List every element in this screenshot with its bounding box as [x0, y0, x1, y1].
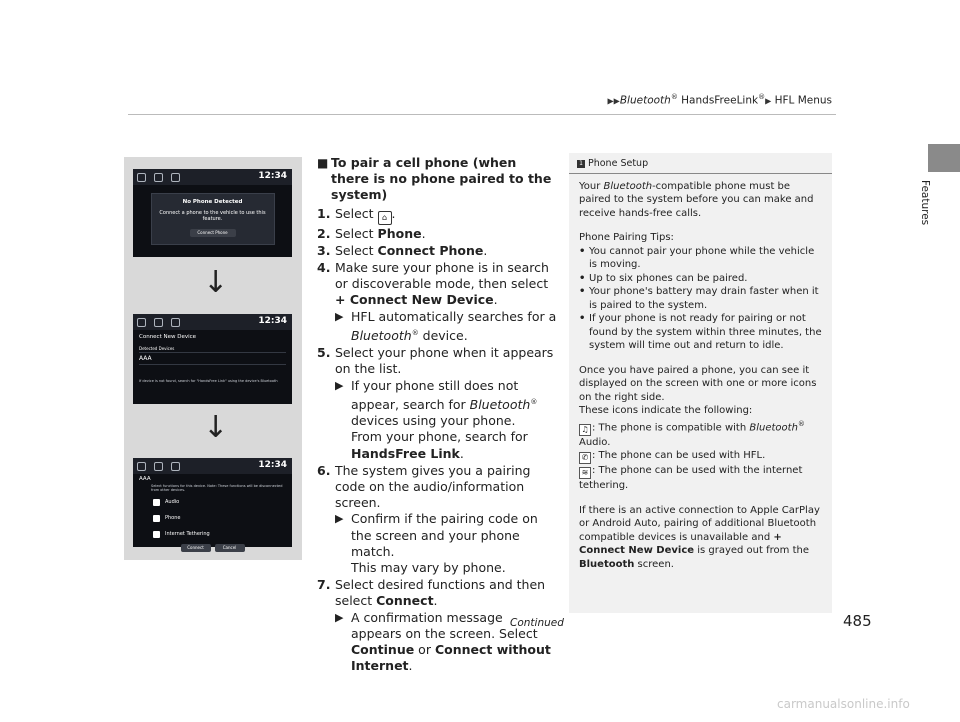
tips-title: Phone Pairing Tips: [579, 232, 674, 243]
step-4-sub: ▶ HFL automatically searches for a Bluetooth® device. [335, 308, 557, 343]
step-2: 2. Select Phone. [317, 225, 426, 241]
note-paragraph: If there is an active connection to Apple CarPlay or Android Auto, pairing of additional Bluetooth compatible devices is unavailable and + Connect New Device is grayed out from the Bluetooth screen. [579, 504, 820, 570]
arrow-bullet-icon: ▶ [335, 378, 344, 392]
phone-icon [137, 462, 146, 471]
step-5: 5. Select your phone when it appears on the list. [317, 345, 554, 377]
phone-icon [137, 318, 146, 327]
running-header: ▶▶Bluetooth® HandsFreeLink®▶ HFL Menus [607, 93, 832, 107]
function-phone[interactable]: Phone [153, 512, 286, 524]
screen-footer-text: If device is not found, search for "HandsFree Link" using the device's Bluetooth [139, 379, 278, 383]
watermark: carmanualsonline.info [777, 697, 910, 711]
note-paragraph: These icons indicate the following: [579, 405, 753, 416]
section-square-icon: ■ [317, 156, 329, 170]
info-icon [171, 173, 180, 182]
screen-select-functions [133, 458, 292, 550]
page-number: 485 [843, 612, 872, 630]
function-internet-tethering[interactable]: Internet Tethering [153, 528, 286, 540]
dialog-title: No Phone Detected [182, 199, 243, 205]
section-label: Features [919, 180, 931, 226]
step-6: 6. The system gives you a pairing code on the audio/information screen. [317, 462, 531, 511]
tip-item: • If your phone is not ready for pairing or not found by the system within three minutes, the system will time out and return to idle. [579, 312, 822, 353]
screen-clock: 12:34 [258, 171, 287, 181]
screen-status-bar [133, 314, 292, 330]
info-icon [171, 462, 180, 471]
step-7: 7. Select desired functions and then select Connect. [317, 577, 546, 609]
checkbox[interactable] [153, 515, 160, 522]
tip-item: • You cannot pair your phone while the vehicle is moving. [579, 245, 822, 272]
tip-item: • Your phone's battery may drain faster when it is paired to the system. [579, 285, 822, 312]
phone-icon [137, 173, 146, 182]
screen-no-phone [133, 169, 292, 257]
screen-buttons [133, 544, 292, 552]
breadcrumb-separator: ▶ [765, 96, 772, 106]
down-arrow-icon: ↓ [203, 265, 229, 300]
continued-label: Continued [510, 617, 564, 629]
breadcrumb-separator: ▶▶ [607, 96, 620, 106]
breadcrumb-bluetooth: Bluetooth [619, 94, 671, 107]
music-note-icon: ♫ [579, 424, 591, 436]
step-1: 1. Select ⌂ . [317, 206, 557, 225]
navigation-icon [154, 462, 163, 471]
steps-heading: ■ To pair a cell phone (when there is no phone paired to the system) [317, 155, 552, 203]
step-3: 3. Select Connect Phone. [317, 242, 488, 258]
note-paragraph: Your Bluetooth-compatible phone must be paired to the system before you can make and receive hands-free calls. [579, 180, 814, 219]
wifi-icon: ≋ [579, 467, 591, 479]
info-icon [171, 318, 180, 327]
checkbox[interactable] [153, 499, 160, 506]
screen-status-bar [133, 458, 292, 474]
section-tab [928, 144, 960, 172]
note-header: 1 Phone Setup [569, 153, 832, 174]
function-audio[interactable]: Audio [153, 496, 286, 508]
connect-phone-button[interactable]: Connect Phone [190, 229, 236, 237]
screen-title: AAA [139, 476, 151, 482]
note-number-icon: 1 [577, 160, 585, 168]
dialog-message: Connect a phone to the vehicle to use this feature. [159, 210, 266, 222]
step-6-sub: ▶ Confirm if the pairing code on the screen and your phone match. This may vary by phone. [335, 511, 538, 575]
tip-item: • Up to six phones can be paired. [579, 272, 822, 286]
arrow-bullet-icon: ▶ [335, 610, 344, 624]
note-paragraph: Once you have paired a phone, you can see it displayed on the screen with one or more icons on the right side. [579, 364, 817, 403]
screen-title: Connect New Device [139, 334, 197, 340]
checkbox[interactable] [153, 531, 160, 538]
home-icon: ⌂ [378, 211, 392, 225]
phone-setup-note [569, 153, 832, 613]
step-4: 4. Make sure your phone is in search or discoverable mode, then select + Connect New Device. [317, 260, 549, 308]
note-body [569, 174, 832, 572]
screen-connect-new-device [133, 314, 292, 404]
step-5-sub: ▶ If your phone still does not appear, search for Bluetooth® devices using your phone. From your phone, search for HandsFree Link. [335, 377, 538, 461]
step-7-sub: ▶ A confirmation message appears on the screen. Select Continue or Connect without Internet. [335, 609, 551, 674]
navigation-icon [154, 173, 163, 182]
breadcrumb-hfl: HandsFreeLink [677, 94, 759, 107]
arrow-bullet-icon: ▶ [335, 512, 344, 526]
detected-devices-header: Detected Devices [139, 346, 286, 353]
no-phone-dialog [151, 193, 275, 245]
functions-intro: Select functions for this device. Note: These functions will be disconnected from other devices. [151, 484, 283, 492]
screen-clock: 12:34 [258, 316, 287, 326]
icon-legend-internet: ≋ : The phone can be used with the internet tethering. [579, 465, 803, 492]
icon-legend-audio: ♫ : The phone is compatible with Bluetooth® Audio. [579, 419, 805, 448]
screen-status-bar [133, 169, 292, 185]
cancel-button[interactable]: Cancel [215, 544, 245, 552]
icon-legend-phone: ✆ : The phone can be used with HFL. [579, 449, 822, 464]
connect-button[interactable]: Connect [181, 544, 211, 552]
pairing-steps [317, 155, 557, 674]
down-arrow-icon: ↓ [203, 410, 229, 445]
phone-handset-icon: ✆ [579, 452, 591, 464]
screen-clock: 12:34 [258, 460, 287, 470]
arrow-bullet-icon: ▶ [335, 309, 344, 323]
device-row-aaa[interactable]: AAA [139, 355, 286, 365]
header-rule [128, 114, 836, 115]
breadcrumb-hfl-menus: HFL Menus [771, 94, 832, 107]
navigation-icon [154, 318, 163, 327]
